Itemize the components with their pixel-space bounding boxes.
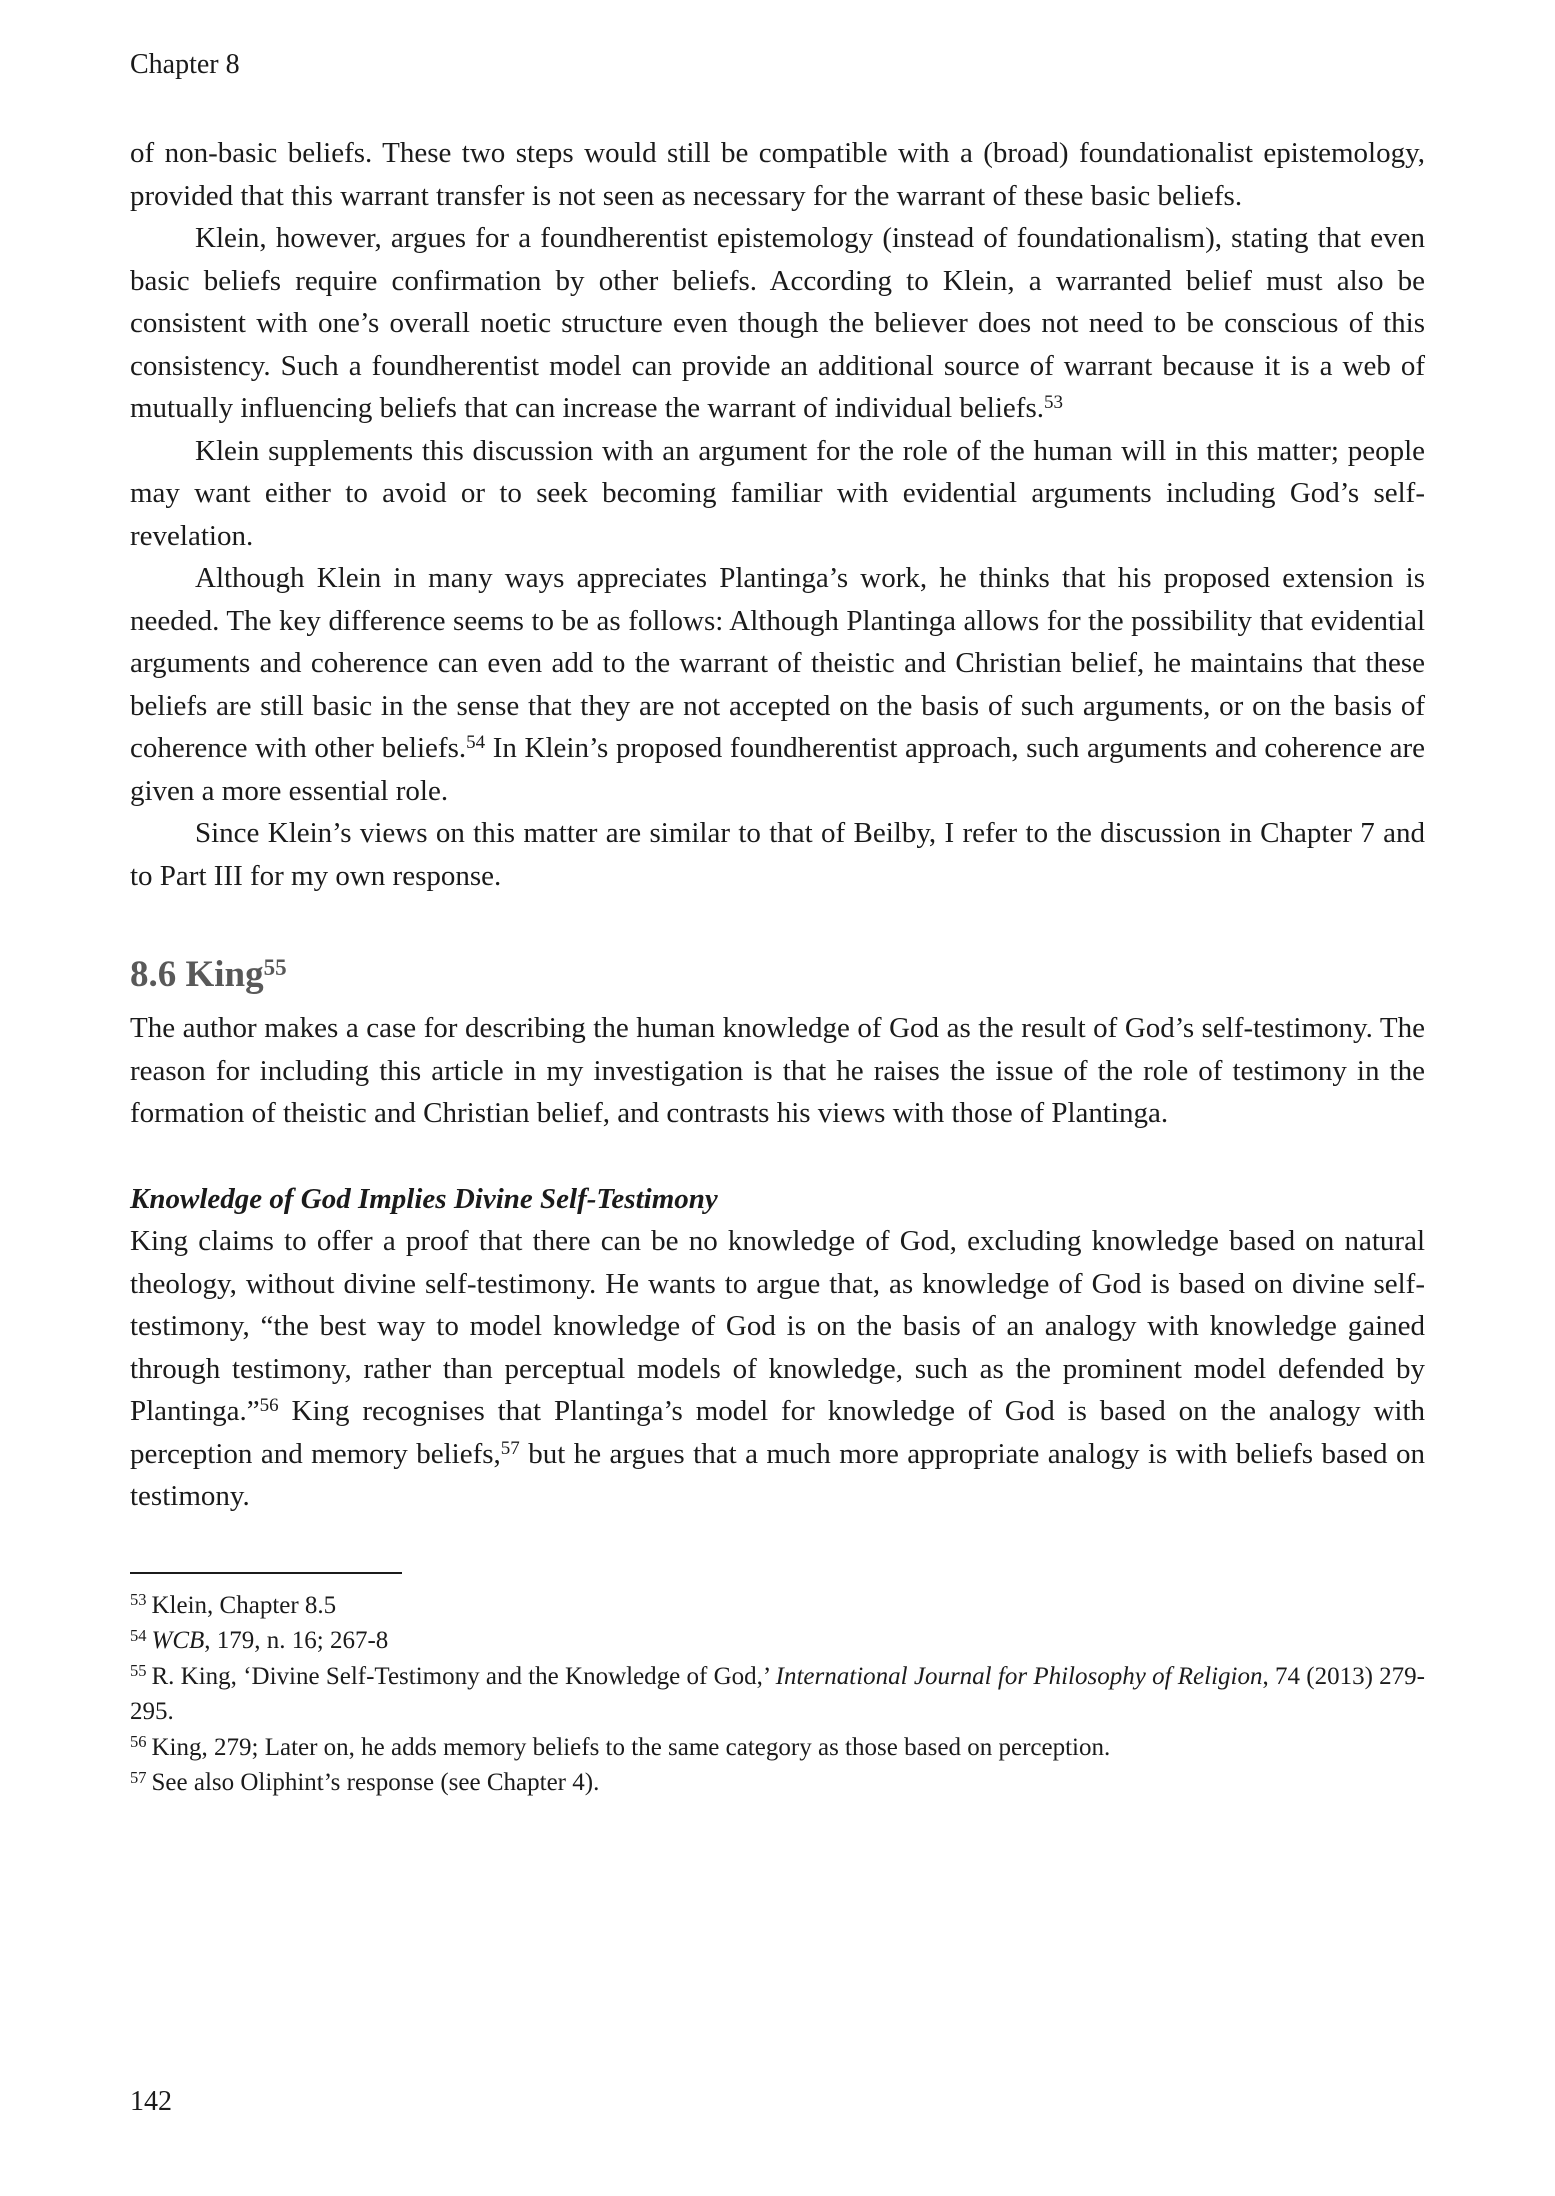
footnote-text: , 74 (2013) 279-295. [130, 1662, 1425, 1725]
paragraph-text: Klein, however, argues for a foundherentist epistemology (instead of foundationalism), stating that even basic beliefs require confirmation by other beliefs. According to Klein, a warranted belief must also be consistent with one’s overall noetic structure even though the believer does not need to be conscious of this consistency. Such a foundherentist model can provide an additional source of warrant because it is a web of mutually influencing beliefs that can increase the warrant of individual beliefs. [130, 222, 1425, 424]
sub-heading: Knowledge of God Implies Divine Self-Testimony [130, 1182, 718, 1215]
paragraph: of non-basic beliefs. These two steps would still be compatible with a (broad) foundationalist epistemology, provided that this warrant transfer is not seen as necessary for the warrant of these basic beliefs. [130, 137, 1425, 212]
page-body [130, 132, 1425, 1518]
footnote-marker-56: 56 [259, 1395, 279, 1417]
footnote-marker-54: 54 [466, 732, 486, 754]
footnote-number-55: 55 [130, 1661, 147, 1681]
paragraph-text: but he argues that a much more appropriate analogy is with beliefs based on testimony. [130, 1437, 1425, 1512]
footnote-text: See also Oliphint’s response (see Chapter 4). [151, 1769, 600, 1796]
footnote-57 [130, 1765, 1425, 1801]
footnote-marker-57: 57 [500, 1437, 520, 1459]
footnote-number-54: 54 [130, 1625, 147, 1645]
paragraph-text: King claims to offer a proof that there can be no knowledge of God, excluding knowledge based on natural theology, without divine self-testimony. He wants to argue that, as knowledge of God is based on divine self-testimony, “the best way to model knowledge of God is on the basis of an analogy with knowledge gained through testimony, rather than perceptual models of knowledge, such as the prominent model defended by Plantinga.” [130, 1225, 1425, 1427]
paragraph [130, 557, 1425, 812]
footnote-55 [130, 1659, 1425, 1730]
footnote-text-italic: WCB [151, 1627, 205, 1654]
footnote-separator [130, 1572, 402, 1574]
footnote-text: Klein, Chapter 8.5 [151, 1591, 337, 1619]
paragraph-text: Although Klein in many ways appreciates Plantinga’s work, he thinks that his proposed extension is needed. The key difference seems to be as follows: Although Plantinga allows for the possibility that evidential arguments and coherence can even add to the warrant of theistic and Christian belief, he maintains that these beliefs are still basic in the sense that they are not accepted on the basis of such arguments, or on the basis of coherence with other beliefs. [130, 562, 1425, 764]
footnote-marker-53: 53 [1043, 392, 1063, 414]
footnote-54 [130, 1623, 1425, 1659]
paragraph [130, 1220, 1425, 1518]
paragraph [130, 217, 1425, 430]
footnotes-section [130, 1588, 1425, 1801]
paragraph: The author makes a case for describing the human knowledge of God as the result of God’s self-testimony. The reason for including this article in my investigation is that he raises the issue of the role of testimony in the formation of theistic and Christian belief, and contrasts his views with those of Plantinga. [130, 1012, 1425, 1129]
paragraph: Klein supplements this discussion with an argument for the role of the human will in this matter; people may want either to avoid or to seek becoming familiar with evidential arguments including God’s self-revelation. [130, 434, 1425, 552]
paragraph-text: King recognises that Plantinga’s model for knowledge of God is based on the analogy with perception and memory beliefs, [130, 1395, 1425, 1470]
paragraph: Since Klein’s views on this matter are similar to that of Beilby, I refer to the discussion in Chapter 7 and to Part III for my own response. [130, 817, 1425, 892]
paragraph-text: In Klein’s proposed foundherentist approach, such arguments and coherence are given a more essential role. [130, 732, 1425, 807]
footnote-53 [130, 1588, 1425, 1624]
footnote-text: , 179, n. 16; 267-8 [204, 1627, 389, 1654]
section-heading [130, 953, 1425, 997]
footnote-text: King, 279; Later on, he adds memory beliefs to the same category as those based on perception. [151, 1733, 1111, 1761]
footnote-number-56: 56 [130, 1732, 147, 1752]
footnote-marker-55: 55 [263, 954, 287, 980]
footnote-text-italic: International Journal for Philosophy of Religion [775, 1662, 1263, 1690]
section-heading-text: 8.6 King [130, 954, 264, 995]
footnote-text: R. King, ‘Divine Self-Testimony and the Knowledge of God,’ [151, 1662, 776, 1690]
running-header: Chapter 8 [130, 49, 240, 80]
footnote-number-53: 53 [130, 1590, 147, 1610]
footnote-56 [130, 1730, 1425, 1766]
page-number: 142 [130, 2086, 172, 2117]
footnote-number-57: 57 [130, 1767, 147, 1787]
